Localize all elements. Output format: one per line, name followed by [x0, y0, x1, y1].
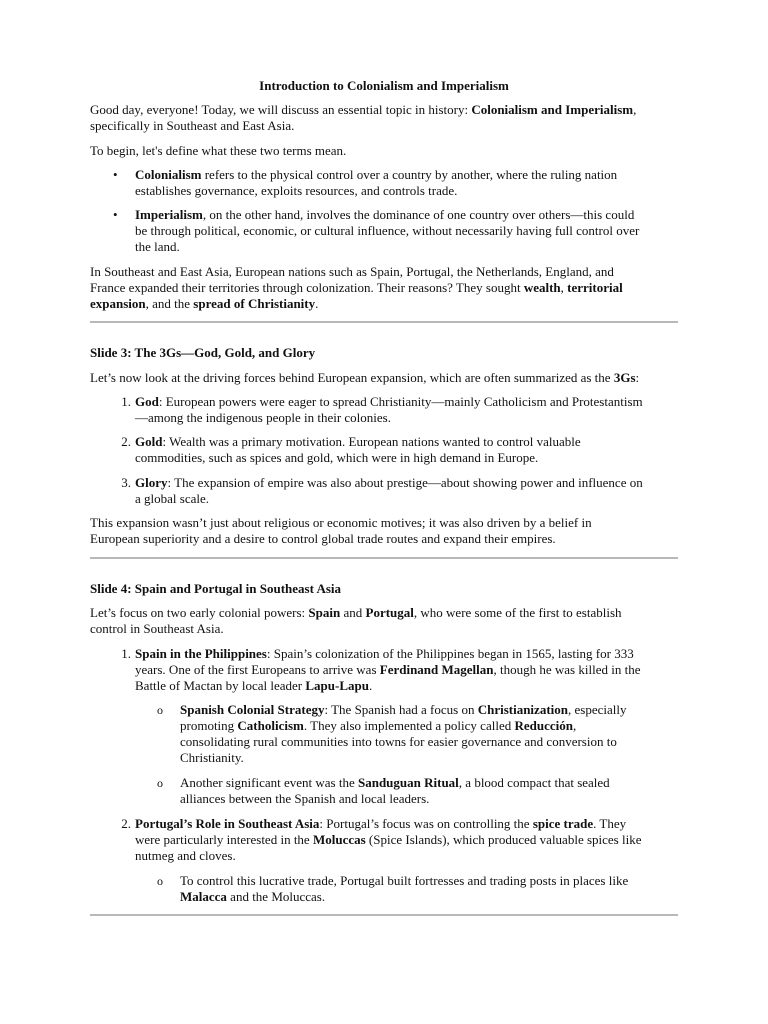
- text: .: [315, 296, 319, 311]
- text: , especially: [568, 702, 627, 717]
- text: : Portugal’s focus was on controlling the: [319, 816, 533, 831]
- text: : European powers were eager to spread Christianity—mainly Catholicism and Protestantism: [158, 394, 643, 409]
- sub-item-spanish-strategy: [157, 702, 678, 766]
- slide3-heading: Slide 3: The 3Gs—God, Gold, and Glory: [90, 345, 316, 360]
- slide4-heading: Slide 4: Spain and Portugal in Southeast Asia: [90, 581, 342, 596]
- bold-text: spread of Christianity: [193, 296, 316, 311]
- horizontal-divider: [90, 557, 678, 559]
- bold-text: Malacca: [180, 889, 227, 904]
- text: alliances between the Spanish and local leaders.: [180, 791, 430, 806]
- bold-text: 3Gs: [613, 370, 636, 385]
- text: ,: [633, 102, 637, 117]
- text: be through political, economic, or cultural influence, without necessarily having full control over: [135, 223, 640, 238]
- text: control in Southeast Asia.: [90, 621, 224, 636]
- definition-intro: To begin, let's define what these two terms mean.: [90, 143, 347, 158]
- text: , and the: [145, 296, 194, 311]
- bold-text: Christianization: [477, 702, 568, 717]
- text: :: [635, 370, 640, 385]
- text: Battle of Mactan by local leader: [135, 678, 306, 693]
- bold-text: Spain in the Philippines: [135, 646, 267, 661]
- text: Another significant event was the: [180, 775, 358, 790]
- text: This expansion wasn’t just about religious or economic motives; it was also driven by a belief in: [90, 515, 592, 530]
- slide4-intro: [90, 605, 678, 637]
- list-item-glory: [121, 475, 678, 507]
- bold-text: Glory: [135, 475, 168, 490]
- bold-text: expansion: [90, 296, 146, 311]
- list-item-gold: [121, 434, 678, 466]
- text: , who were some of the first to establish: [413, 605, 622, 620]
- bold-text: Colonialism: [135, 167, 202, 182]
- sub-bullet-icon: o: [157, 776, 163, 790]
- bold-text: wealth: [523, 280, 561, 295]
- sub-bullet-icon: o: [157, 703, 163, 717]
- text: : Spain’s colonization of the Philippines began in 1565, lasting for 333: [266, 646, 634, 661]
- text: To control this lucrative trade, Portugal built fortresses and trading posts in places like: [180, 873, 629, 888]
- text: , on the other hand, involves the dominance of one country over others—this could: [202, 207, 635, 222]
- text: and: [340, 605, 366, 620]
- bullet-icon: •: [113, 207, 118, 222]
- list-number: 2.: [121, 434, 131, 449]
- list-number: 1.: [121, 394, 131, 409]
- sub-item-sanduguan: [157, 775, 678, 807]
- bold-text: Spanish Colonial Strategy: [180, 702, 325, 717]
- bold-text: Reducción: [514, 718, 573, 733]
- text: European superiority and a desire to control global trade routes and expand their empires.: [90, 531, 556, 546]
- bold-text: spice trade: [532, 816, 594, 831]
- bold-text: God: [135, 394, 159, 409]
- bold-text: Ferdinand Magellan: [379, 662, 494, 677]
- text: Good day, everyone! Today, we will discuss an essential topic in history:: [90, 102, 472, 117]
- text: ,: [560, 280, 568, 295]
- list-item-portugal: [121, 816, 678, 864]
- text: consolidating rural communities into towns for easier governance and conversion to: [180, 734, 617, 749]
- slide3-intro: [90, 370, 678, 386]
- list-item-god: [121, 394, 678, 426]
- text: were particularly interested in the: [135, 832, 313, 847]
- document-title: Introduction to Colonialism and Imperialism: [259, 78, 509, 93]
- text: a global scale.: [135, 491, 209, 506]
- text: years. One of the first Europeans to arrive was: [135, 662, 380, 677]
- text: : Wealth was a primary motivation. European nations wanted to control valuable: [162, 434, 581, 449]
- text: —among the indigenous people in their colonies.: [135, 410, 391, 425]
- list-item-imperialism: [113, 207, 678, 255]
- text: Let’s focus on two early colonial powers:: [90, 605, 309, 620]
- bold-text: Moluccas: [312, 832, 366, 847]
- text: In Southeast and East Asia, European nations such as Spain, Portugal, the Netherlands, England, and: [90, 264, 614, 279]
- sub-bullet-icon: o: [157, 874, 163, 888]
- slide3-outro: [90, 515, 678, 547]
- horizontal-divider: [90, 914, 678, 916]
- text: promoting: [180, 718, 238, 733]
- text: commodities, such as spices and gold, which were in high demand in Europe.: [135, 450, 539, 465]
- bold-text: Sanduguan Ritual: [357, 775, 459, 790]
- text: . They also implemented a policy called: [303, 718, 515, 733]
- text: , though he was killed in the: [493, 662, 641, 677]
- sub-item-portugal-fortresses: [157, 873, 678, 905]
- text: .: [368, 678, 373, 693]
- bold-text: Gold: [135, 434, 163, 449]
- text: refers to the physical control over a country by another, where the ruling nation: [201, 167, 618, 182]
- bold-text: territorial: [567, 280, 623, 295]
- southeast-asia-paragraph: [90, 264, 678, 312]
- text: specifically in Southeast and East Asia.: [90, 118, 295, 133]
- text: France expanded their territories through colonization. Their reasons? They sought: [90, 280, 524, 295]
- text: : The expansion of empire was also about prestige—about showing power and influence on: [167, 475, 643, 490]
- list-number: 3.: [121, 475, 131, 490]
- text: nutmeg and cloves.: [135, 848, 236, 863]
- bold-text: Colonialism and Imperialism: [471, 102, 634, 117]
- text: Christianity.: [180, 750, 244, 765]
- text: Let’s now look at the driving forces behind European expansion, which are often summarized as the: [90, 370, 614, 385]
- list-item-colonialism: [113, 167, 678, 199]
- bold-text: Spain: [308, 605, 341, 620]
- bold-text: Catholicism: [237, 718, 304, 733]
- bold-text: Portugal’s Role in Southeast Asia: [135, 816, 320, 831]
- intro-paragraph: [90, 102, 678, 134]
- text: the land.: [135, 239, 180, 254]
- list-number: 2.: [121, 816, 131, 831]
- text: , a blood compact that sealed: [458, 775, 610, 790]
- text: ,: [572, 718, 577, 733]
- bold-text: Lapu-Lapu: [305, 678, 369, 693]
- bold-text: Imperialism: [135, 207, 203, 222]
- text: . They: [593, 816, 627, 831]
- text: (Spice Islands), which produced valuable spices like: [365, 832, 642, 847]
- horizontal-divider: [90, 321, 678, 323]
- bold-text: Portugal: [365, 605, 414, 620]
- list-item-spain: [121, 646, 678, 694]
- bullet-icon: •: [113, 167, 118, 182]
- text: : The Spanish had a focus on: [324, 702, 478, 717]
- list-number: 1.: [121, 646, 131, 661]
- text: and the Moluccas.: [226, 889, 326, 904]
- text: establishes governance, exploits resources, and controls trade.: [135, 183, 458, 198]
